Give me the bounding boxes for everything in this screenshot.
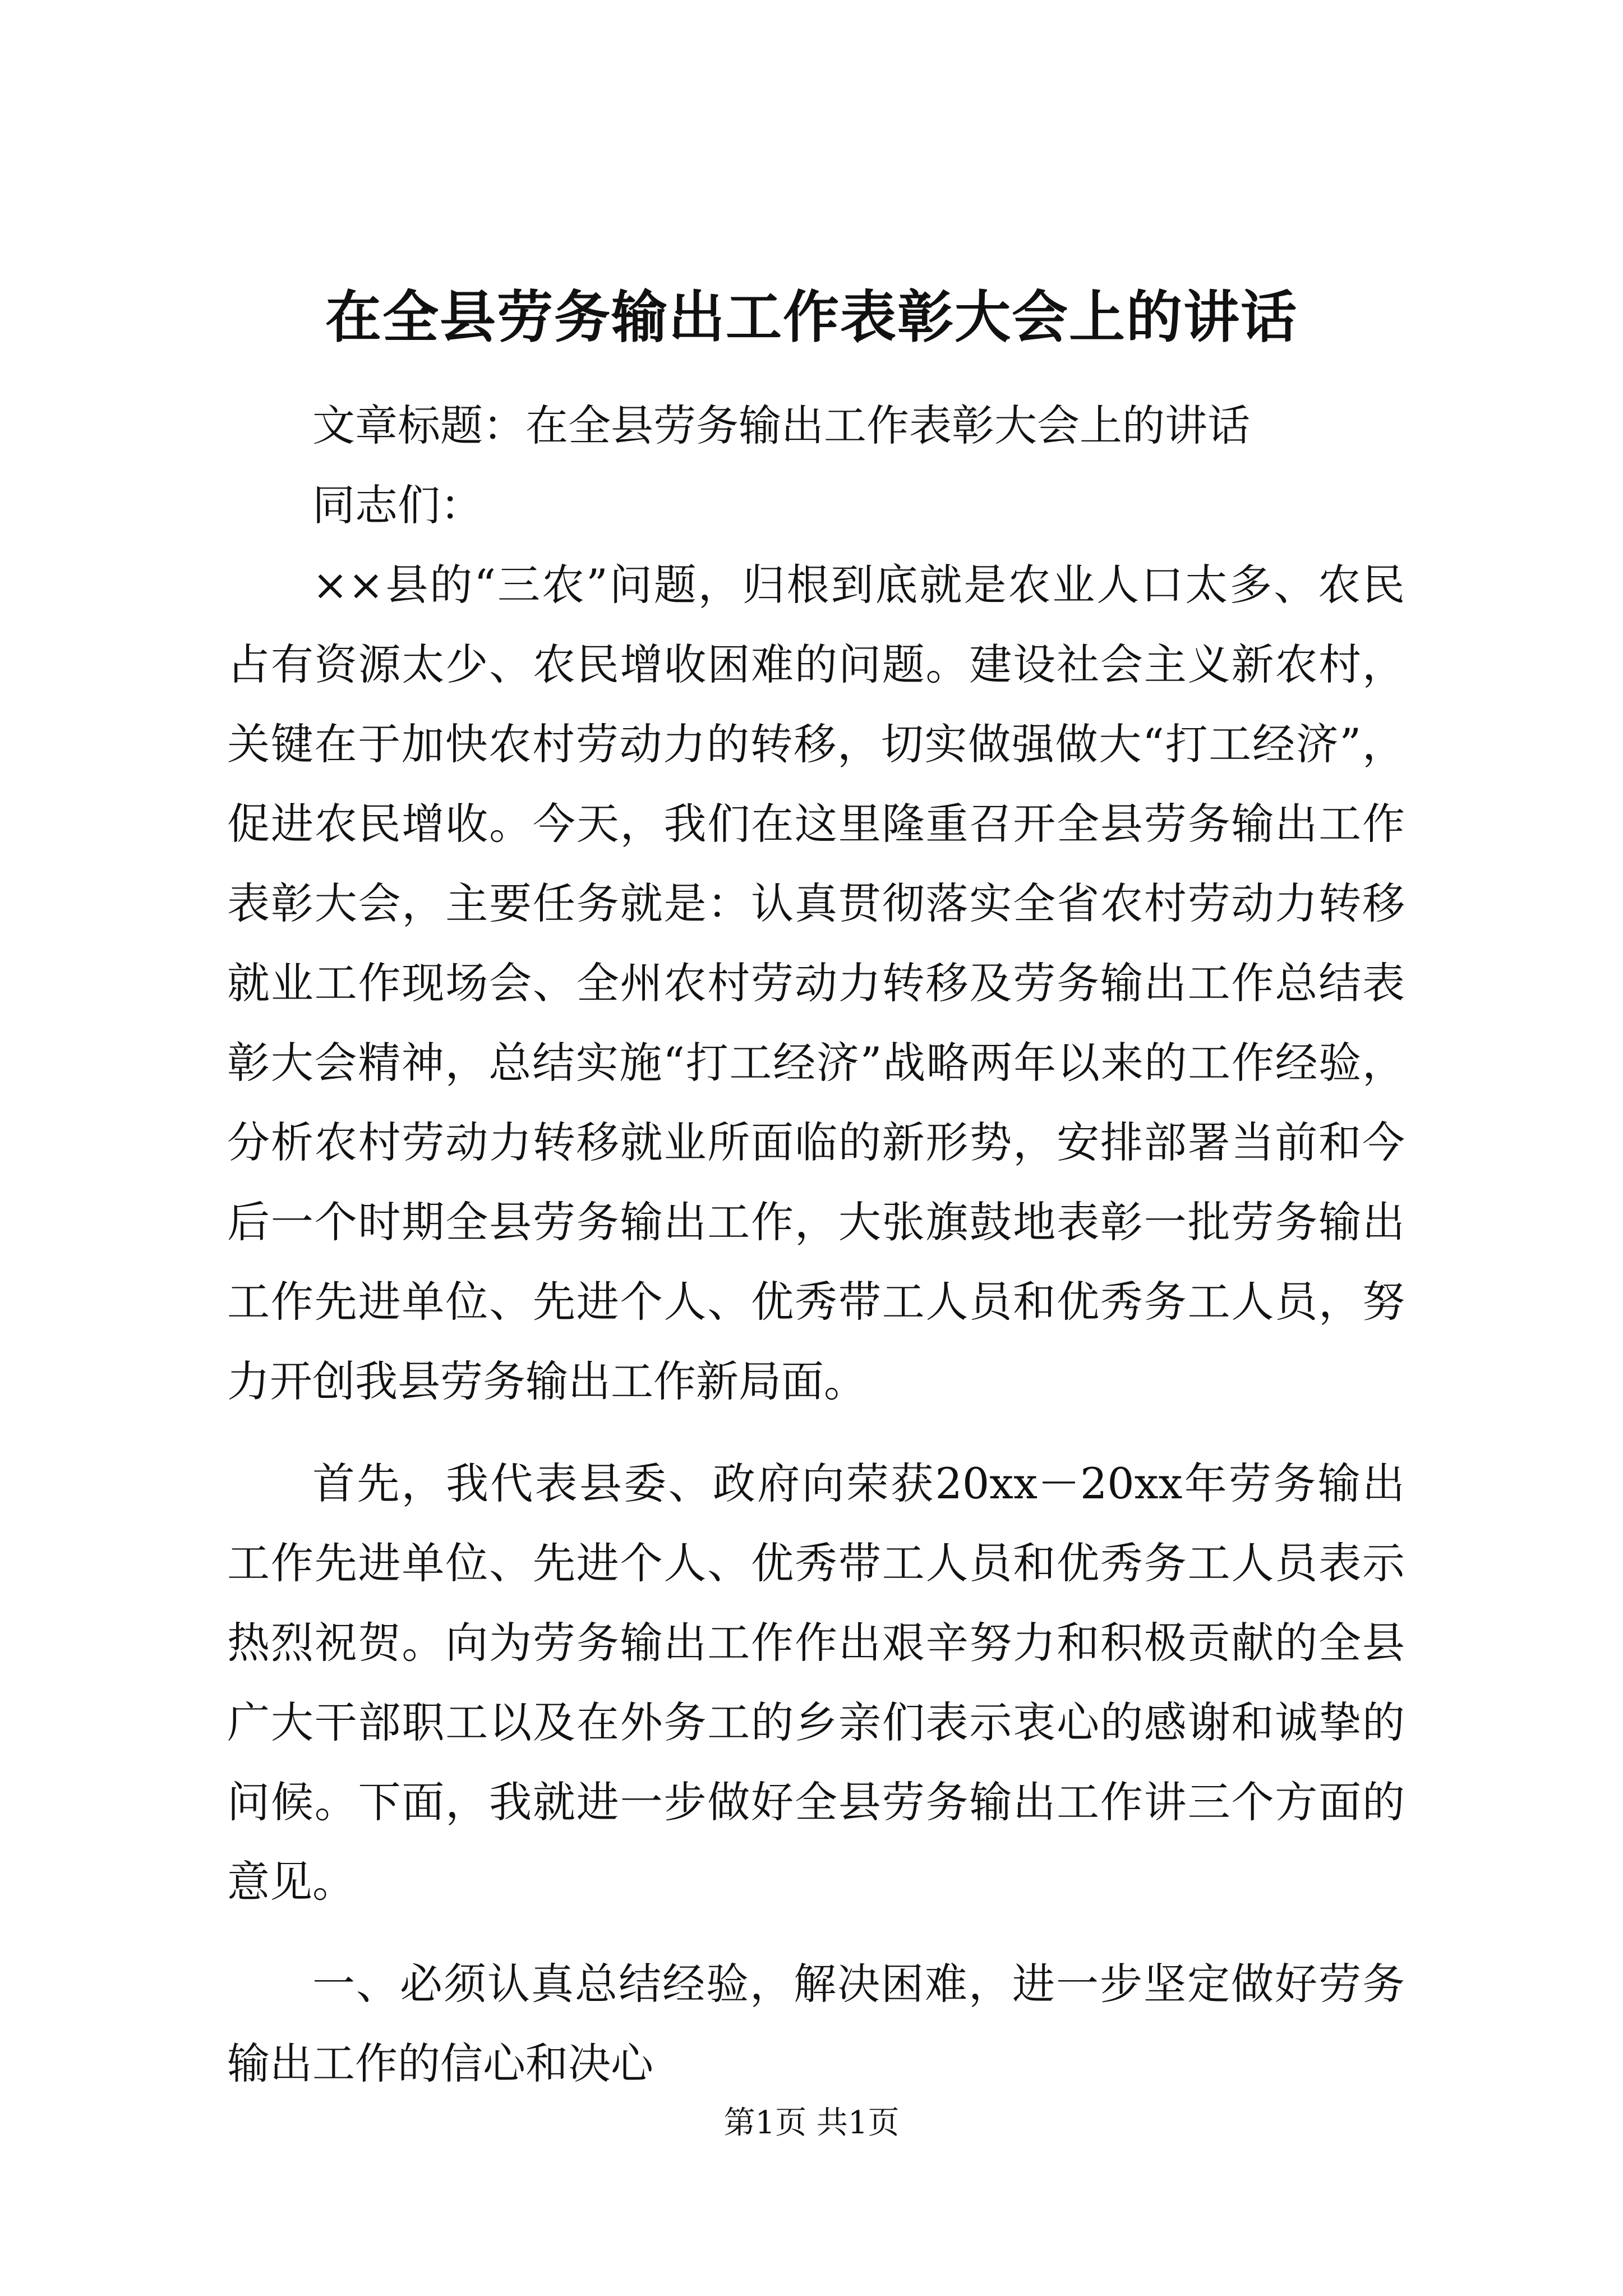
paragraph-salutation: 同志们： bbox=[312, 480, 483, 530]
document-title: 在全县劳务输出工作表彰大会上的讲话 bbox=[325, 284, 1298, 350]
page-footer: 第1页 共1页 bbox=[723, 2105, 900, 2141]
document-body bbox=[227, 386, 1405, 2104]
paragraph-intro: ××县的“三农”问题，归根到底就是农业人口太多、农民占有资源太少、农民增收困难的问题。建设社会主义新农村，关键在于加快农村劳动力的转移，切实做强做大“打工经济”，促进农民增收。今天，我们在这里隆重召开全县劳务输出工作表彰大会，主要任务就是：认真贯彻落实全省农村劳动力转移就业工作现场会、全州农村劳动力转移及劳务输出工作总结表彰大会精神，总结实施“打工经济”战略两年以来的工作经验，分析农村劳动力转移就业所面临的新形势，安排部署当前和今后一个时期全县劳务输出工作，大张旗鼓地表彰一批劳务输出工作先进单位、先进个人、优秀带工人员和优秀务工人员，努力开创我县劳务输出工作新局面。 bbox=[227, 560, 1405, 1406]
paragraph-congratulations: 首先，我代表县委、政府向荣获20xx－20xx年劳务输出工作先进单位、先进个人、优秀带工人员和优秀务工人员表示热烈祝贺。向为劳务输出工作作出艰辛努力和积极贡献的全县广大干部职工以及在外务工的乡亲们表示衷心的感谢和诚挚的问候。下面，我就进一步做好全县劳务输出工作讲三个方面的意见。 bbox=[227, 1458, 1405, 1907]
paragraph-section-one-heading: 一、必须认真总结经验，解决困难，进一步坚定做好劳务输出工作的信心和决心 bbox=[227, 1959, 1405, 2088]
paragraph-article-title: 文章标题：在全县劳务输出工作表彰大会上的讲话 bbox=[312, 401, 1250, 450]
